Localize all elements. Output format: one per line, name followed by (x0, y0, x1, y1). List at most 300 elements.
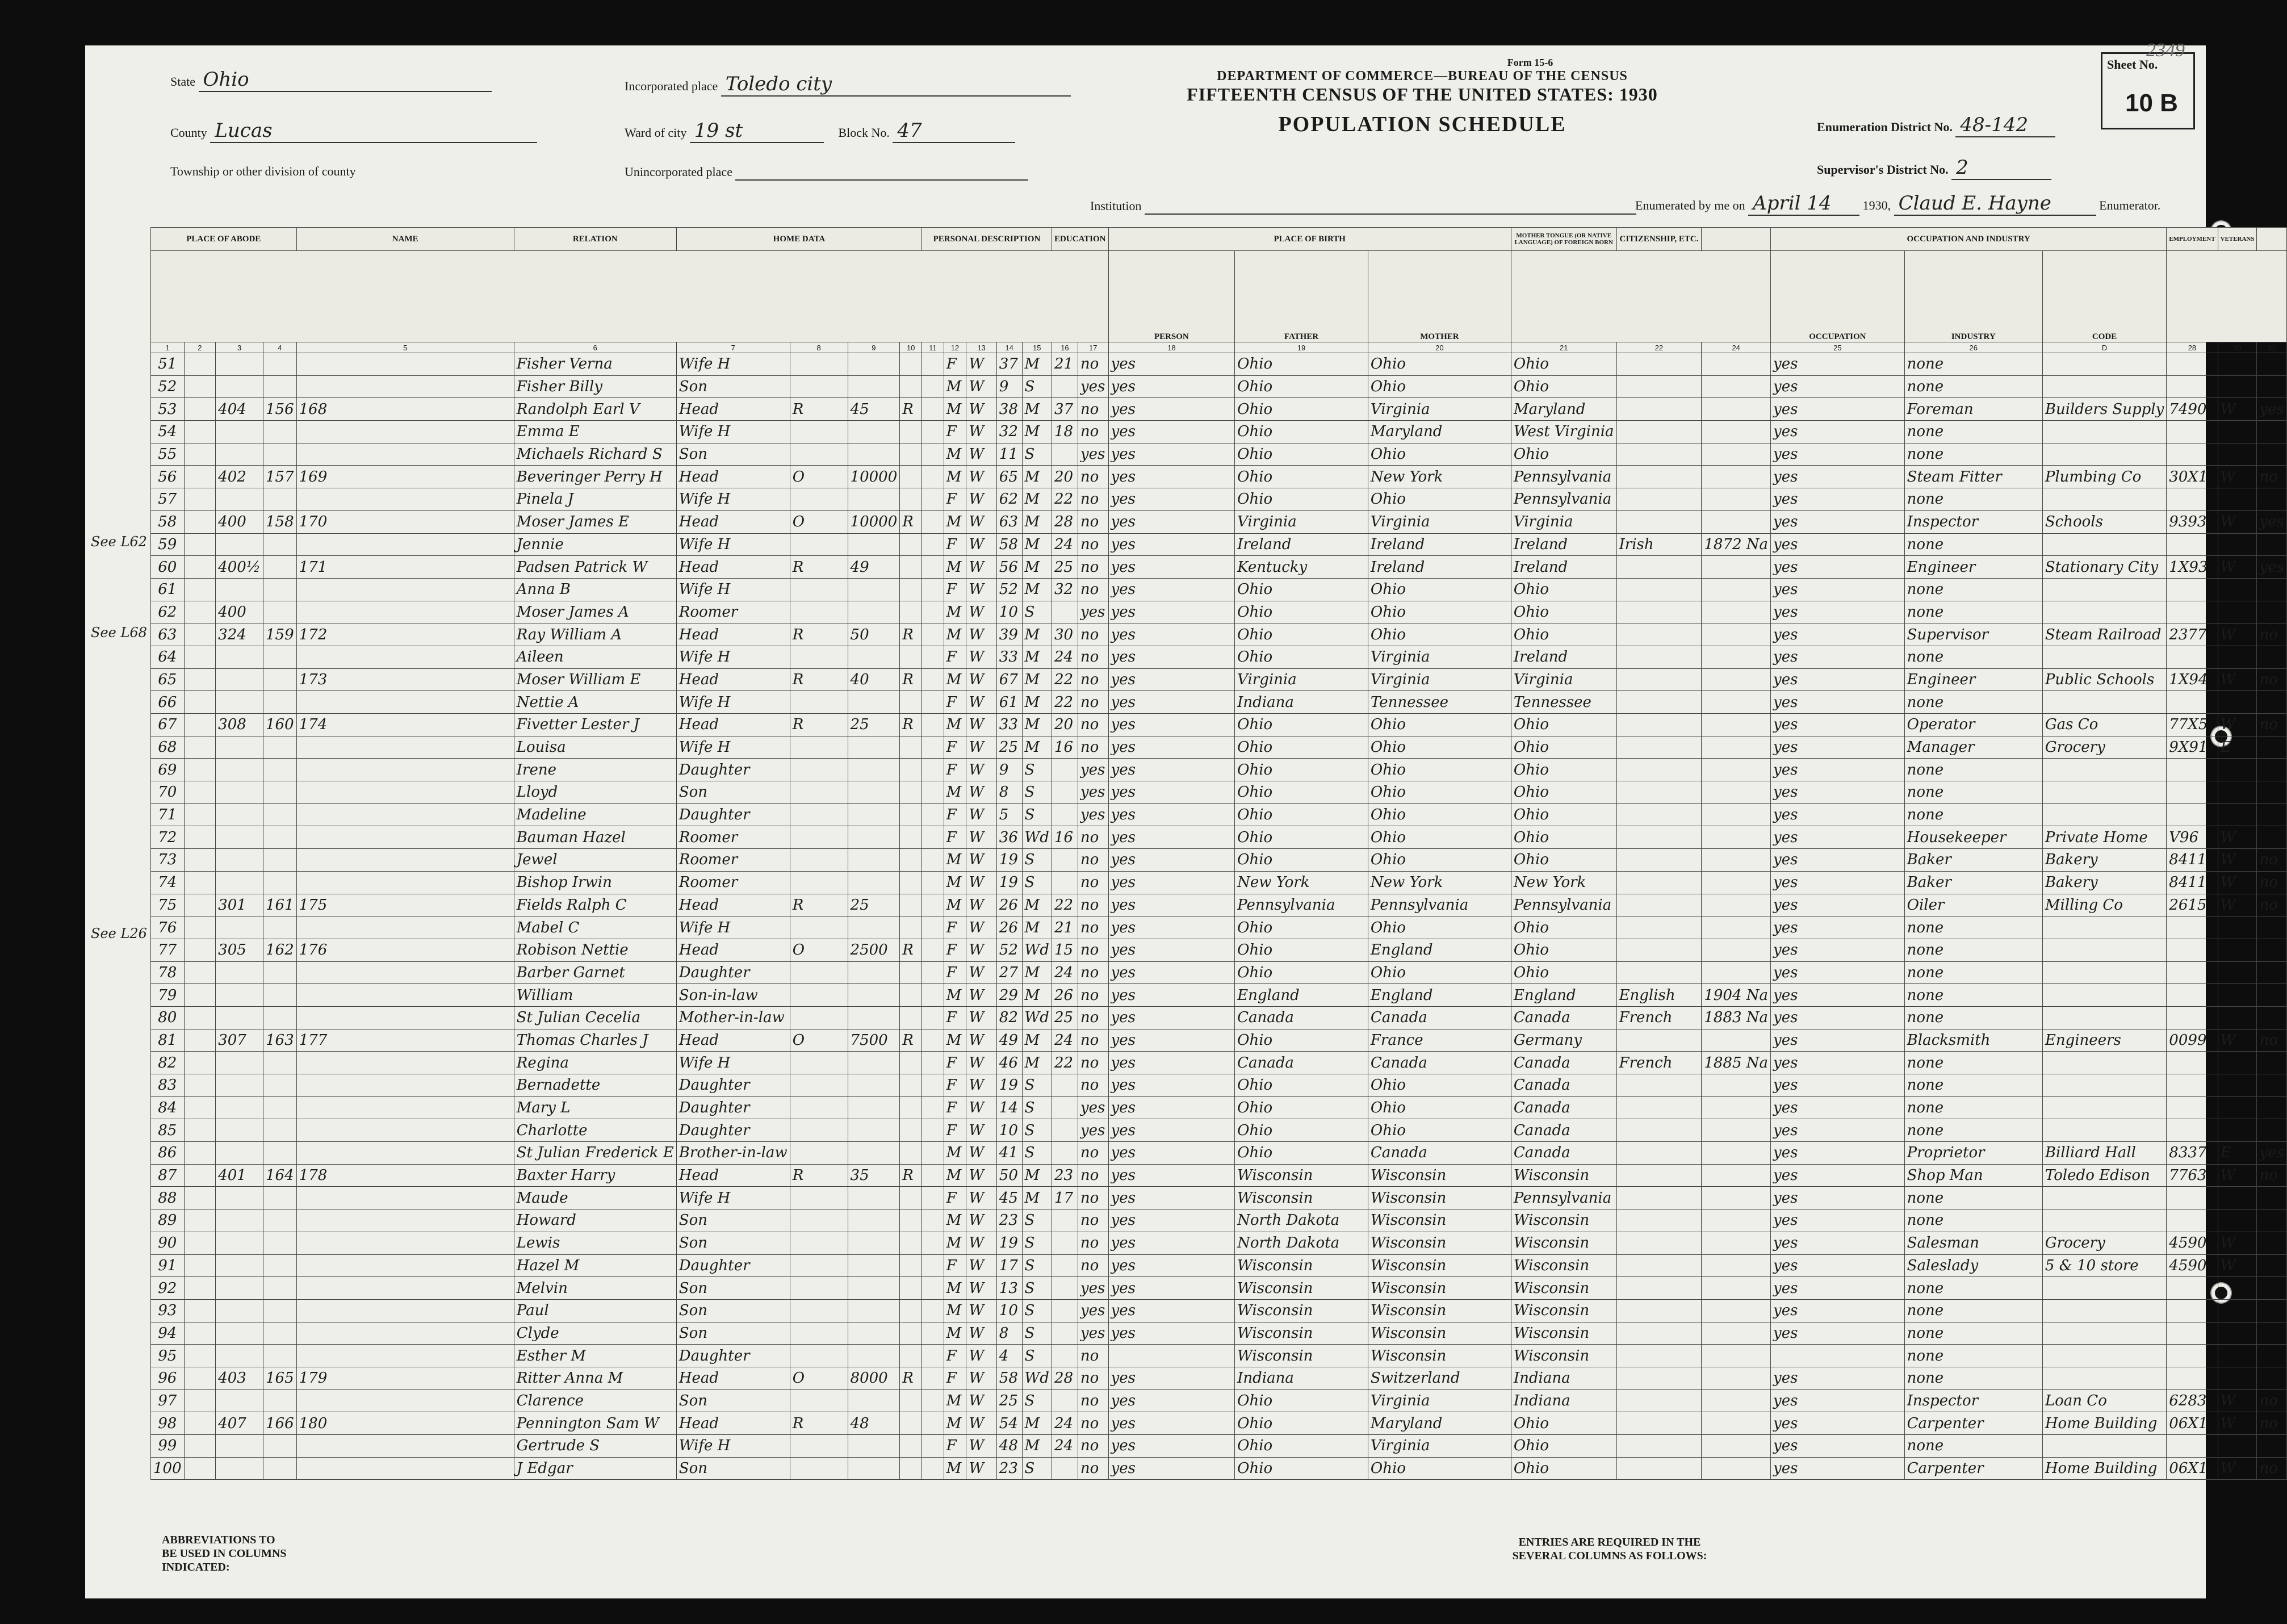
school-cell: yes (1078, 1277, 1108, 1300)
family-number (296, 578, 514, 601)
sex-cell: M (944, 623, 966, 646)
mother-birthplace-cell: Tennessee (1511, 691, 1616, 714)
farm-cell (922, 578, 944, 601)
english-cell: yes (1771, 578, 1905, 601)
house-number (216, 781, 263, 804)
employment-cell (2218, 1299, 2257, 1322)
family-number (296, 1254, 514, 1277)
home-value-cell (848, 984, 900, 1007)
table-row (151, 939, 2287, 961)
read-write-cell (1108, 1345, 1235, 1367)
house-number (216, 1119, 263, 1142)
language-cell (1616, 803, 1702, 826)
citizenship-cell (1702, 466, 1771, 488)
radio-cell (900, 556, 922, 579)
supervisor-label: Supervisor's District No. (1817, 162, 1949, 177)
age-married-cell (1052, 781, 1078, 804)
school-cell: no (1078, 556, 1108, 579)
family-number (296, 1209, 514, 1232)
house-number (216, 759, 263, 781)
employment-cell (2218, 375, 2257, 398)
english-cell: yes (1771, 601, 1905, 623)
group-header-row (151, 228, 2287, 251)
farm-cell (922, 601, 944, 623)
line-number: 58 (151, 510, 185, 533)
sex-cell: F (944, 1096, 966, 1119)
table-row (151, 578, 2287, 601)
english-cell: yes (1771, 1052, 1905, 1074)
dwelling-number (263, 1254, 297, 1277)
citizenship-cell: 1885 Na (1702, 1052, 1771, 1074)
dwelling-number (263, 803, 297, 826)
birthplace-cell: England (1235, 984, 1368, 1007)
citizenship-cell (1702, 623, 1771, 646)
table-row (151, 1029, 2287, 1052)
unincorporated-field (625, 165, 1028, 181)
birthplace-cell: Ohio (1235, 803, 1368, 826)
street-cell (184, 1029, 216, 1052)
table-row (151, 1006, 2287, 1029)
dwelling-number (263, 443, 297, 466)
person-name: Jewel (514, 849, 676, 872)
family-number (296, 1232, 514, 1254)
citizenship-cell (1702, 781, 1771, 804)
home-value-cell (848, 601, 900, 623)
occupation-cell: Operator (1904, 714, 2042, 736)
house-number: 400 (216, 510, 263, 533)
relation-cell: Head (676, 1164, 790, 1187)
family-number: 171 (296, 556, 514, 579)
employment-cell (2218, 1322, 2257, 1345)
race-cell: W (966, 1254, 996, 1277)
table-row (151, 1435, 2287, 1458)
line-number: 90 (151, 1232, 185, 1254)
marital-cell: M (1022, 691, 1052, 714)
person-name: Pinela J (514, 488, 676, 511)
house-number (216, 1006, 263, 1029)
person-name: Charlotte (514, 1119, 676, 1142)
school-cell: no (1078, 984, 1108, 1007)
marital-cell: S (1022, 1074, 1052, 1097)
code-cell (2167, 578, 2218, 601)
english-cell: yes (1771, 375, 1905, 398)
home-value-cell: 10000 (848, 510, 900, 533)
occupation-cell: Saleslady (1904, 1254, 2042, 1277)
marital-cell: M (1022, 646, 1052, 668)
home-value-cell (848, 736, 900, 759)
column-number: 16 (1052, 342, 1078, 353)
relation-cell: Mother-in-law (676, 1006, 790, 1029)
home-value-cell: 25 (848, 714, 900, 736)
family-number (296, 1187, 514, 1209)
occupation-cell: Steam Fitter (1904, 466, 2042, 488)
state-field (170, 68, 492, 92)
person-name: Bernadette (514, 1074, 676, 1097)
employment-cell (2218, 1074, 2257, 1097)
school-cell: no (1078, 421, 1108, 443)
school-cell: no (1078, 714, 1108, 736)
mother-birthplace-cell: Virginia (1511, 668, 1616, 691)
employment-cell (2218, 1187, 2257, 1209)
home-value-cell (848, 961, 900, 984)
radio-cell (900, 1119, 922, 1142)
age-cell: 27 (996, 961, 1022, 984)
read-write-cell: yes (1108, 488, 1235, 511)
dwelling-number (263, 826, 297, 849)
age-cell: 32 (996, 421, 1022, 443)
person-name: Michaels Richard S (514, 443, 676, 466)
dwelling-number: 163 (263, 1029, 297, 1052)
relation-cell: Roomer (676, 826, 790, 849)
house-number (216, 1142, 263, 1165)
family-number (296, 1345, 514, 1367)
relation-cell: Son (676, 1457, 790, 1480)
house-number (216, 488, 263, 511)
street-cell (184, 849, 216, 872)
race-cell: W (966, 1232, 996, 1254)
citizenship-cell (1702, 714, 1771, 736)
dwelling-number (263, 1299, 297, 1322)
home-value-cell (848, 1435, 900, 1458)
read-write-cell: yes (1108, 421, 1235, 443)
dwelling-number: 156 (263, 398, 297, 421)
house-number (216, 1389, 263, 1412)
veteran-cell (2257, 1096, 2287, 1119)
industry-cell: Builders Supply (2042, 398, 2166, 421)
veteran-cell: no (2257, 1389, 2287, 1412)
mother-birthplace-cell: Canada (1511, 1052, 1616, 1074)
home-owned-cell (790, 759, 848, 781)
street-cell (184, 1142, 216, 1165)
radio-cell (900, 1232, 922, 1254)
farm-cell (922, 871, 944, 894)
dwelling-number (263, 1322, 297, 1345)
radio-cell: R (900, 714, 922, 736)
home-owned-cell: O (790, 939, 848, 961)
school-cell: no (1078, 1367, 1108, 1389)
school-cell: yes (1078, 1119, 1108, 1142)
table-row (151, 916, 2287, 939)
employment-cell: W (2218, 1412, 2257, 1435)
english-cell: yes (1771, 466, 1905, 488)
employment-cell: W (2218, 556, 2257, 579)
employment-cell (2218, 578, 2257, 601)
language-cell (1616, 1142, 1702, 1165)
birthplace-cell: Ohio (1235, 759, 1368, 781)
table-row (151, 375, 2287, 398)
father-birthplace-cell: Wisconsin (1368, 1254, 1511, 1277)
employment-cell (2218, 781, 2257, 804)
english-cell: yes (1771, 398, 1905, 421)
supervisor-value: 2 (1951, 156, 2051, 180)
employment-cell: E (2218, 736, 2257, 759)
age-married-cell: 30 (1052, 623, 1078, 646)
occupation-cell: Baker (1904, 849, 2042, 872)
father-birthplace-cell: Switzerland (1368, 1367, 1511, 1389)
line-number: 61 (151, 578, 185, 601)
population-table (150, 227, 2287, 1480)
english-cell: yes (1771, 556, 1905, 579)
father-birthplace-cell: Ireland (1368, 533, 1511, 556)
read-write-cell: yes (1108, 1277, 1235, 1300)
industry-cell: Home Building (2042, 1457, 2166, 1480)
sex-cell: F (944, 1367, 966, 1389)
age-cell: 9 (996, 375, 1022, 398)
table-row (151, 1412, 2287, 1435)
person-name: Aileen (514, 646, 676, 668)
incorporated-value: Toledo city (721, 73, 1071, 97)
farm-cell (922, 1029, 944, 1052)
radio-cell: R (900, 939, 922, 961)
marital-cell: Wd (1022, 826, 1052, 849)
radio-cell (900, 443, 922, 466)
birthplace-cell: Indiana (1235, 1367, 1368, 1389)
home-owned-cell: O (790, 466, 848, 488)
family-number: 170 (296, 510, 514, 533)
dwelling-number (263, 533, 297, 556)
radio-cell (900, 871, 922, 894)
birthplace-cell: Ohio (1235, 488, 1368, 511)
father-birthplace-cell: Tennessee (1368, 691, 1511, 714)
radio-cell (900, 691, 922, 714)
industry-cell: 5 & 10 store (2042, 1254, 2166, 1277)
employment-cell (2218, 421, 2257, 443)
occupation-cell: none (1904, 578, 2042, 601)
sex-cell: M (944, 466, 966, 488)
language-cell (1616, 1232, 1702, 1254)
home-owned-cell (790, 1277, 848, 1300)
occupation-cell: none (1904, 1006, 2042, 1029)
veteran-cell: no (2257, 849, 2287, 872)
family-number (296, 488, 514, 511)
person-name: Louisa (514, 736, 676, 759)
mother-birthplace-cell: West Virginia (1511, 421, 1616, 443)
language-cell (1616, 488, 1702, 511)
veteran-cell (2257, 353, 2287, 376)
farm-cell (922, 398, 944, 421)
employment-cell (2218, 916, 2257, 939)
line-number: 65 (151, 668, 185, 691)
dwelling-number (263, 871, 297, 894)
age-cell: 10 (996, 1299, 1022, 1322)
person-name: Lloyd (514, 781, 676, 804)
radio-cell: R (900, 623, 922, 646)
marital-cell: M (1022, 736, 1052, 759)
page-stamp: 2349 (2146, 40, 2185, 61)
race-cell: W (966, 849, 996, 872)
home-value-cell (848, 691, 900, 714)
occupation-cell: none (1904, 1299, 2042, 1322)
line-number: 92 (151, 1277, 185, 1300)
house-number (216, 1322, 263, 1345)
home-value-cell: 49 (848, 556, 900, 579)
margin-note-1: See L62 (91, 534, 147, 550)
father-birthplace-cell: Canada (1368, 1142, 1511, 1165)
marital-cell: M (1022, 984, 1052, 1007)
race-cell: W (966, 1389, 996, 1412)
english-cell: yes (1771, 781, 1905, 804)
veteran-cell: no (2257, 871, 2287, 894)
table-row (151, 826, 2287, 849)
employment-cell (2218, 488, 2257, 511)
english-cell (1771, 1345, 1905, 1367)
table-row (151, 1389, 2287, 1412)
school-cell: no (1078, 1029, 1108, 1052)
marital-cell: S (1022, 1299, 1052, 1322)
code-cell (2167, 1052, 2218, 1074)
age-married-cell: 37 (1052, 398, 1078, 421)
mother-birthplace-cell: Ohio (1511, 961, 1616, 984)
footer-entries: ENTRIES ARE REQUIRED IN THE SEVERAL COLUMNS AS FOLLOWS: (1512, 1536, 1707, 1562)
family-number (296, 375, 514, 398)
read-write-cell: yes (1108, 1457, 1235, 1480)
age-cell: 23 (996, 1457, 1022, 1480)
birthplace-cell: Ohio (1235, 601, 1368, 623)
occupation-cell: Carpenter (1904, 1457, 2042, 1480)
marital-cell: M (1022, 578, 1052, 601)
age-married-cell: 25 (1052, 1006, 1078, 1029)
radio-cell (900, 601, 922, 623)
relation-cell: Head (676, 556, 790, 579)
marital-cell: M (1022, 1164, 1052, 1187)
line-number: 62 (151, 601, 185, 623)
father-birthplace-cell: France (1368, 1029, 1511, 1052)
radio-cell (900, 984, 922, 1007)
age-married-cell (1052, 1232, 1078, 1254)
race-cell: W (966, 894, 996, 916)
read-write-cell: yes (1108, 714, 1235, 736)
mother-birthplace-cell: Ohio (1511, 1457, 1616, 1480)
home-owned-cell (790, 1187, 848, 1209)
age-married-cell (1052, 1277, 1078, 1300)
industry-cell (2042, 984, 2166, 1007)
sex-cell: M (944, 894, 966, 916)
birthplace-cell: Ohio (1235, 736, 1368, 759)
industry-cell: Grocery (2042, 736, 2166, 759)
street-cell (184, 398, 216, 421)
dwelling-number (263, 916, 297, 939)
marital-cell: M (1022, 1412, 1052, 1435)
family-number (296, 1389, 514, 1412)
home-value-cell (848, 1322, 900, 1345)
relation-cell: Head (676, 1367, 790, 1389)
industry-cell (2042, 1322, 2166, 1345)
english-cell: yes (1771, 691, 1905, 714)
industry-cell: Gas Co (2042, 714, 2166, 736)
relation-cell: Wife H (676, 578, 790, 601)
margin-note-2: See L68 (91, 625, 147, 641)
relation-cell: Son (676, 375, 790, 398)
employment-cell: W (2218, 714, 2257, 736)
relation-cell: Wife H (676, 1187, 790, 1209)
age-cell: 26 (996, 894, 1022, 916)
relation-cell: Son (676, 1209, 790, 1232)
father-birthplace-cell: Ohio (1368, 826, 1511, 849)
mother-birthplace-cell: Ohio (1511, 803, 1616, 826)
employment-cell: W (2218, 398, 2257, 421)
age-married-cell (1052, 1299, 1078, 1322)
relation-cell: Head (676, 466, 790, 488)
farm-cell (922, 1277, 944, 1300)
read-write-cell: yes (1108, 939, 1235, 961)
marital-cell: M (1022, 1052, 1052, 1074)
employment-cell (2218, 443, 2257, 466)
dwelling-number (263, 1187, 297, 1209)
person-name: Ray William A (514, 623, 676, 646)
employment-cell (2218, 691, 2257, 714)
street-cell (184, 1345, 216, 1367)
home-value-cell (848, 826, 900, 849)
table-row (151, 736, 2287, 759)
occupation-cell: none (1904, 1074, 2042, 1097)
school-cell: no (1078, 1074, 1108, 1097)
street-cell (184, 510, 216, 533)
sex-cell: M (944, 443, 966, 466)
mother-birthplace-cell: Ireland (1511, 556, 1616, 579)
employment-cell: W (2218, 871, 2257, 894)
house-number (216, 668, 263, 691)
school-cell: yes (1078, 1096, 1108, 1119)
family-number (296, 759, 514, 781)
language-cell (1616, 916, 1702, 939)
father-birthplace-cell: Virginia (1368, 510, 1511, 533)
citizenship-cell (1702, 1412, 1771, 1435)
age-married-cell: 28 (1052, 1367, 1078, 1389)
english-cell: yes (1771, 961, 1905, 984)
age-married-cell: 21 (1052, 353, 1078, 376)
father-birthplace-cell: Virginia (1368, 1435, 1511, 1458)
family-number (296, 1096, 514, 1119)
language-cell (1616, 578, 1702, 601)
employment-cell (2218, 1096, 2257, 1119)
school-cell: yes (1078, 375, 1108, 398)
home-owned-cell (790, 443, 848, 466)
school-cell: yes (1078, 1322, 1108, 1345)
employment-cell (2218, 1006, 2257, 1029)
age-married-cell: 22 (1052, 488, 1078, 511)
table-row (151, 466, 2287, 488)
home-owned-cell: R (790, 894, 848, 916)
veteran-cell: yes (2257, 510, 2287, 533)
radio-cell (900, 1006, 922, 1029)
line-number: 82 (151, 1052, 185, 1074)
citizenship-cell (1702, 1389, 1771, 1412)
dwelling-number: 164 (263, 1164, 297, 1187)
age-cell: 58 (996, 533, 1022, 556)
age-cell: 39 (996, 623, 1022, 646)
age-cell: 17 (996, 1254, 1022, 1277)
citizenship-cell (1702, 443, 1771, 466)
veteran-cell (2257, 443, 2287, 466)
code-cell (2167, 1096, 2218, 1119)
relation-cell: Son (676, 1299, 790, 1322)
street-cell (184, 1209, 216, 1232)
table-row (151, 1299, 2287, 1322)
language-cell (1616, 759, 1702, 781)
house-number (216, 443, 263, 466)
industry-cell: Billiard Hall (2042, 1142, 2166, 1165)
occupation-cell: none (1904, 916, 2042, 939)
column-number: 24 (1702, 342, 1771, 353)
dwelling-number (263, 1435, 297, 1458)
birthplace-cell: Ohio (1235, 1412, 1368, 1435)
relation-cell: Wife H (676, 488, 790, 511)
veteran-cell (2257, 1277, 2287, 1300)
house-number (216, 984, 263, 1007)
relation-cell: Wife H (676, 421, 790, 443)
col-blank-2 (2257, 228, 2287, 251)
father-birthplace-cell: Ohio (1368, 488, 1511, 511)
